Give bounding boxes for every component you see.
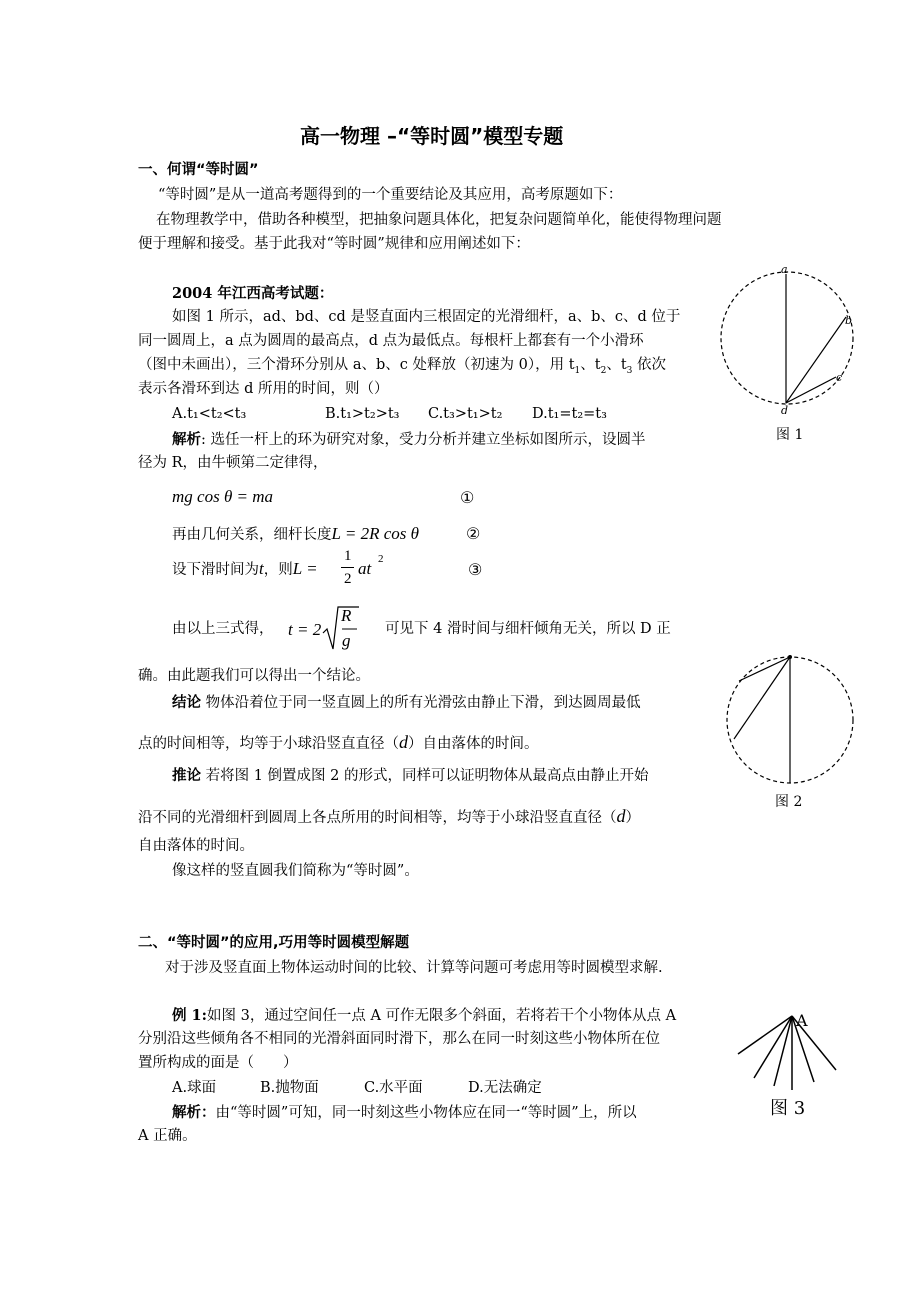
equation-4-post: 可见下 4 滑时间与细杆倾角无关，所以 D 正 bbox=[385, 621, 671, 637]
problem-line-1: 如图 1 所示，ad、bd、cd 是竖直面内三根固定的光滑细杆，a、b、c、d 位于 bbox=[172, 309, 681, 325]
problem-line-3-mid1: 、t bbox=[580, 357, 601, 373]
example1-text-1: 如图 3，通过空间任一点 A 可作无限多个斜面，若将若干个小物体从点 A bbox=[207, 1008, 677, 1024]
equation-4-prefix: 由以上三式得， bbox=[172, 621, 274, 637]
example1-line-3: 置所构成的面是（ ） bbox=[138, 1055, 298, 1071]
section1-paragraph-1: “等时圆”是从一道高考题得到的一个重要结论及其应用，高考原题如下： bbox=[158, 187, 623, 203]
equation-1: mg cos θ = ma bbox=[172, 487, 274, 506]
section2-paragraph: 对于涉及竖直面上物体运动时间的比较、计算等问题可考虑用等时圆模型求解. bbox=[165, 960, 663, 976]
equation-3-frac-bar bbox=[341, 567, 354, 568]
figure-3-caption: 图 3 bbox=[770, 1098, 806, 1119]
section1-heading: 一、何谓“等时圆” bbox=[138, 162, 259, 178]
example1-label: 例 1: bbox=[172, 1007, 207, 1024]
corollary-text-2b: ） bbox=[625, 810, 640, 826]
example1-answer-text-1: 由“等时圆”可知，同一时刻这些小物体应在同一“等时圆”上，所以 bbox=[215, 1105, 637, 1121]
analysis-line-2: 径为 R，由牛顿第二定律得， bbox=[138, 455, 328, 471]
section1-paragraph-2b: 便于理解和接受。基于此我对“等时圆”规律和应用阐述如下： bbox=[138, 236, 530, 252]
figure-1-label-c: c bbox=[836, 371, 843, 384]
corollary-line-3: 自由落体的时间。 bbox=[138, 838, 254, 854]
figure-3-incline-2 bbox=[754, 1016, 792, 1078]
equation-3-frac-den: 2 bbox=[344, 571, 352, 587]
analysis-text-1: : 选任一杆上的环为研究对象，受力分析并建立坐标如图所示，设圆半 bbox=[201, 432, 646, 448]
figure-1-label-d: d bbox=[781, 404, 789, 417]
example1-line-1 bbox=[172, 1007, 676, 1025]
example1-answer-label: 解析： bbox=[172, 1104, 216, 1121]
page-title: 高一物理 –“等时圆”模型专题 bbox=[300, 124, 564, 148]
corollary-label: 推论 bbox=[172, 767, 201, 784]
equation-1-number: ① bbox=[460, 488, 475, 507]
sub-2: 2 bbox=[600, 365, 607, 376]
problem-line-3-text: （图中未画出），三个滑环分别从 a、b、c 处释放（初速为 0），用 t bbox=[138, 357, 575, 373]
problem-line-3 bbox=[138, 357, 666, 377]
figure-1 bbox=[715, 262, 865, 422]
equation-3-number: ③ bbox=[468, 560, 483, 579]
equation-4-den-g: g bbox=[342, 631, 351, 650]
equation-3-lhs: L = bbox=[292, 559, 318, 578]
example1-option-b: B.抛物面 bbox=[260, 1080, 319, 1096]
sub-1: 1 bbox=[574, 365, 581, 376]
equation-2-line bbox=[172, 524, 419, 544]
analysis-end: 确。由此题我们可以得出一个结论。 bbox=[138, 668, 370, 684]
equation-2: L = 2R cos θ bbox=[331, 524, 420, 543]
conclusion-line-2 bbox=[138, 732, 539, 754]
equation-3-sup: 2 bbox=[378, 553, 384, 565]
equation-3-rhs: at bbox=[358, 559, 372, 578]
problem-line-3-mid2: 、t bbox=[606, 357, 627, 373]
equation-3-t: t bbox=[259, 559, 264, 578]
equation-4-lhs: t = 2 bbox=[288, 620, 322, 639]
analysis-line-1 bbox=[172, 431, 646, 449]
example1-line-2: 分别沿这些倾角各不相同的光滑斜面同时滑下，那么在同一时刻这些小物体所在位 bbox=[138, 1031, 660, 1047]
equation-4-num-R: R bbox=[341, 606, 352, 625]
equation-2-prefix: 再由几何关系，细杆长度 bbox=[172, 527, 332, 543]
equation-3-frac-num: 1 bbox=[344, 548, 352, 564]
figure-1-caption: 图 1 bbox=[776, 427, 804, 443]
option-c: C.t₃>t₁>t₂ bbox=[428, 406, 503, 422]
figure-2-top-point bbox=[788, 655, 792, 659]
conclusion-text-2b: ）自由落体的时间。 bbox=[408, 736, 539, 752]
example1-option-c: C.水平面 bbox=[364, 1080, 423, 1096]
figure-3 bbox=[730, 1012, 850, 1102]
figure-2-rod-2 bbox=[734, 657, 790, 739]
example1-answer-line-1 bbox=[172, 1104, 637, 1122]
problem-line-4: 表示各滑环到达 d 所用的时间，则（） bbox=[138, 381, 389, 397]
conclusion-text-2a: 点的时间相等，均等于小球沿竖直直径（ bbox=[138, 736, 399, 752]
problem-line-2: 同一圆周上，a 点为圆周的最高点，d 点为最低点。每根杆上都套有一个小滑环 bbox=[138, 333, 644, 349]
figure-2 bbox=[722, 648, 862, 788]
conclusion-text-1: 物体沿着位于同一竖直圆上的所有光滑弦由静止下滑，到达圆周最低 bbox=[201, 695, 641, 711]
equation-3-prefix: 设下滑时间为 bbox=[172, 562, 259, 578]
figure-1-label-a: a bbox=[781, 263, 788, 276]
corollary-text-1: 若将图 1 倒置成图 2 的形式，同样可以证明物体从最高点由静止开始 bbox=[201, 768, 649, 784]
equation-2-number: ② bbox=[466, 524, 481, 543]
figure-1-rod-bd bbox=[786, 317, 846, 403]
corollary-text-2a: 沿不同的光滑细杆到圆周上各点所用的时间相等，均等于小球沿竖直直径（ bbox=[138, 810, 617, 826]
sub-3: 3 bbox=[626, 365, 633, 376]
example1-answer-line-2: A 正确。 bbox=[138, 1128, 197, 1144]
section1-paragraph-2a: 在物理教学中，借助各种模型，把抽象问题具体化，把复杂问题简单化，能使得物理问题 bbox=[156, 212, 722, 228]
example1-option-d: D.无法确定 bbox=[468, 1080, 542, 1096]
figure-1-circle bbox=[721, 272, 853, 404]
conclusion-d: d bbox=[399, 732, 408, 752]
problem-heading: 2004 年江西高考试题： bbox=[172, 285, 334, 302]
conclusion-line-1 bbox=[172, 694, 641, 712]
option-a: A.t₁<t₂<t₃ bbox=[172, 406, 247, 422]
corollary-line-4: 像这样的竖直圆我们简称为“等时圆”。 bbox=[172, 863, 419, 879]
section2-heading: 二、“等时圆”的应用,巧用等时圆模型解题 bbox=[138, 935, 410, 951]
figure-2-caption: 图 2 bbox=[775, 794, 803, 810]
corollary-line-1 bbox=[172, 767, 649, 785]
corollary-d: d bbox=[616, 806, 626, 826]
equation-3-line bbox=[172, 559, 318, 579]
figure-3-label-A: A bbox=[796, 1012, 808, 1030]
problem-line-3-end: 依次 bbox=[632, 357, 667, 373]
conclusion-label: 结论 bbox=[172, 694, 201, 711]
option-d: D.t₁=t₂=t₃ bbox=[532, 406, 607, 422]
equation-3-mid: ，则 bbox=[263, 562, 293, 578]
figure-1-label-b: b bbox=[845, 314, 853, 327]
corollary-line-2 bbox=[138, 806, 640, 828]
example1-option-a: A.球面 bbox=[172, 1080, 217, 1096]
analysis-label: 解析 bbox=[172, 431, 201, 448]
option-b: B.t₁>t₂>t₃ bbox=[325, 406, 400, 422]
